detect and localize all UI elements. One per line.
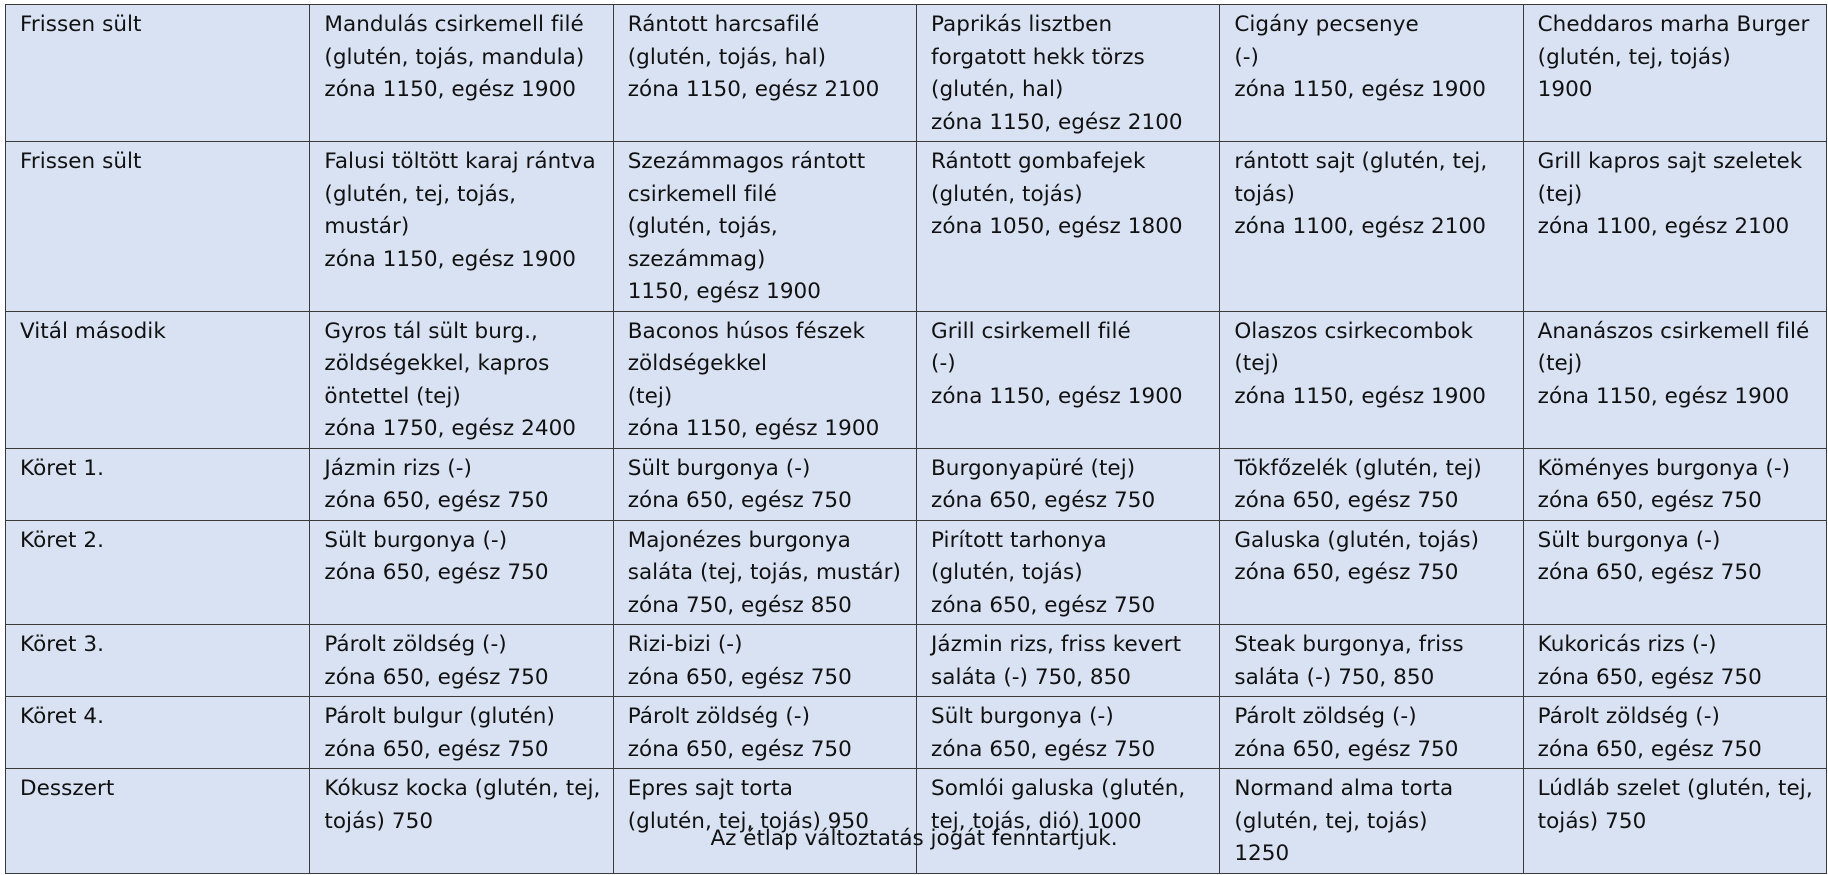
dish-text-line: forgatott hekk törzs	[931, 44, 1145, 70]
dish-text-line: Jázmin rizs (-)	[324, 455, 472, 481]
menu-dish-cell	[310, 769, 613, 874]
menu-dish-cell	[1220, 697, 1523, 769]
menu-dish-cell	[613, 769, 916, 874]
menu-dish-cell	[1523, 520, 1826, 625]
dish-text-line: tojás)	[1234, 181, 1295, 207]
dish-text-line: Sült burgonya (-)	[324, 527, 508, 553]
dish-text-line: Paprikás lisztben	[931, 12, 1113, 37]
dish-text-line: (tej)	[627, 383, 673, 409]
menu-row	[6, 142, 1827, 312]
dish-text-line: (-)	[1234, 44, 1259, 70]
dish-text-line: Grill kapros sajt szeletek	[1537, 149, 1803, 174]
dish-text-line: Grill csirkemell filé	[931, 318, 1131, 344]
dish-text-line: Kukoricás rizs (-)	[1537, 632, 1717, 657]
dish-text-line: Gyros tál sült burg.,	[324, 318, 538, 344]
menu-dish-cell	[1220, 769, 1523, 874]
dish-text-line: Párolt bulgur (glutén)	[324, 704, 555, 729]
menu-row	[6, 5, 1827, 142]
menu-dish-cell	[613, 697, 916, 769]
dish-text-line: Cheddaros marha Burger	[1537, 12, 1810, 37]
menu-dish-cell	[917, 142, 1220, 312]
menu-row	[6, 769, 1827, 874]
menu-category-cell	[6, 697, 310, 769]
menu-category-cell	[6, 142, 310, 312]
dish-text-line: (glutén, tojás, hal)	[627, 44, 827, 70]
menu-dish-cell	[310, 5, 613, 142]
menu-dish-cell	[917, 5, 1220, 142]
menu-dish-cell	[1220, 625, 1523, 697]
dish-text-line: Steak burgonya, friss	[1234, 632, 1464, 657]
dish-text-line: zóna 650, egész 750	[1234, 560, 1459, 585]
menu-dish-cell	[917, 311, 1220, 448]
dish-text-line: (tej)	[1234, 351, 1279, 376]
dish-text-line: Rántott harcsafilé	[627, 12, 820, 37]
dish-text-line: saláta (-) 750, 850	[931, 664, 1132, 690]
dish-text-line: zóna 1150, egész 1900	[1537, 383, 1790, 409]
menu-category-label: Desszert	[20, 776, 115, 801]
dish-text-line: zóna 650, egész 750	[1537, 664, 1762, 690]
dish-text-line: (glutén, hal)	[931, 77, 1064, 102]
menu-dish-cell	[310, 311, 613, 448]
dish-text-line: (glutén, tej, tojás) 950	[627, 808, 869, 834]
dish-text-line: zóna 1150, egész 1900	[324, 246, 577, 272]
weekly-menu-table	[5, 4, 1827, 874]
dish-text-line: zóna 650, egész 750	[324, 560, 549, 585]
dish-text-line: szezámmag)	[627, 246, 766, 272]
dish-text-line: Sült burgonya (-)	[1537, 527, 1721, 553]
menu-dish-cell	[613, 520, 916, 625]
dish-text-line: (glutén, tojás)	[931, 181, 1083, 207]
dish-text-line: Sült burgonya (-)	[931, 704, 1114, 729]
dish-text-line: Cigány pecsenye	[1234, 12, 1419, 37]
dish-text-line: Galuska (glutén, tojás)	[1234, 527, 1480, 553]
dish-text-line: (glutén, tej, tojás,	[324, 181, 517, 207]
dish-text-line: 1900	[1537, 77, 1593, 102]
dish-text-line: zóna 650, egész 750	[324, 488, 549, 513]
menu-row	[6, 520, 1827, 625]
dish-text-line: csirkemell filé	[627, 181, 777, 207]
menu-dish-cell	[310, 448, 613, 520]
menu-dish-cell	[613, 311, 916, 448]
menu-category-label: Frissen sült	[20, 149, 142, 174]
dish-text-line: (glutén, tej, tojás)	[1234, 808, 1428, 834]
menu-dish-cell	[917, 769, 1220, 874]
menu-dish-cell	[917, 697, 1220, 769]
menu-dish-cell	[917, 448, 1220, 520]
dish-text-line: tej, tojás, dió) 1000	[931, 808, 1142, 834]
dish-text-line: zóna 650, egész 750	[1234, 736, 1459, 762]
dish-text-line: 1150, egész 1900	[627, 279, 822, 304]
menu-category-cell	[6, 769, 310, 874]
menu-dish-cell	[1220, 448, 1523, 520]
dish-text-line: Párolt zöldség (-)	[1234, 704, 1417, 729]
dish-text-line: zóna 650, egész 750	[1537, 488, 1762, 513]
menu-category-label: Vitál második	[20, 318, 166, 344]
dish-text-line: zóna 650, egész 750	[1537, 736, 1762, 762]
dish-text-line: Párolt zöldség (-)	[1537, 704, 1720, 729]
menu-dish-cell	[917, 520, 1220, 625]
dish-text-line: zóna 1150, egész 1900	[627, 416, 880, 441]
dish-text-line: (tej)	[1537, 351, 1583, 376]
menu-dish-cell	[1523, 448, 1826, 520]
menu-category-cell	[6, 520, 310, 625]
dish-text-line: (-)	[931, 351, 956, 376]
menu-dish-cell	[310, 520, 613, 625]
dish-text-line: zóna 1750, egész 2400	[324, 416, 577, 441]
dish-text-line: tojás) 750	[324, 808, 434, 834]
dish-text-line: öntettel (tej)	[324, 383, 461, 409]
dish-text-line: Jázmin rizs, friss kevert	[931, 632, 1182, 657]
dish-text-line: zóna 1150, egész 1900	[1234, 77, 1486, 102]
dish-text-line: mustár)	[324, 214, 410, 239]
menu-category-label: Köret 1.	[20, 455, 104, 481]
dish-text-line: zóna 650, egész 750	[627, 664, 852, 690]
menu-table-body	[6, 5, 1827, 874]
dish-text-line: (glutén, tojás)	[931, 560, 1083, 585]
dish-text-line: zöldségekkel	[627, 351, 767, 376]
menu-dish-cell	[1523, 697, 1826, 769]
menu-dish-cell	[613, 448, 916, 520]
dish-text-line: Párolt zöldség (-)	[324, 632, 507, 657]
dish-text-line: zóna 650, egész 750	[1537, 560, 1762, 585]
dish-text-line: Tökfőzelék (glutén, tej)	[1234, 455, 1482, 481]
menu-category-label: Köret 3.	[20, 632, 104, 657]
dish-text-line: (glutén, tojás,	[627, 214, 778, 239]
menu-dish-cell	[613, 625, 916, 697]
dish-text-line: (tej)	[1537, 181, 1583, 207]
dish-text-line: zóna 650, egész 750	[931, 736, 1156, 762]
menu-dish-cell	[1523, 311, 1826, 448]
dish-text-line: (glutén, tej, tojás)	[1537, 44, 1731, 70]
dish-text-line: Majonézes burgonya	[627, 527, 851, 553]
dish-text-line: zóna 650, egész 750	[931, 488, 1156, 513]
dish-text-line: zóna 1150, egész 1900	[1234, 383, 1486, 409]
dish-text-line: zóna 650, egész 750	[627, 488, 852, 513]
dish-text-line: Olaszos csirkecombok	[1234, 318, 1473, 344]
dish-text-line: Rántott gombafejek	[931, 149, 1146, 174]
menu-category-label: Köret 4.	[20, 704, 104, 729]
dish-text-line: rántott sajt (glutén, tej,	[1234, 149, 1488, 174]
dish-text-line: tojás) 750	[1537, 808, 1647, 834]
dish-text-line: zóna 1150, egész 2100	[627, 77, 880, 102]
menu-category-cell	[6, 5, 310, 142]
dish-text-line: Párolt zöldség (-)	[627, 704, 811, 729]
menu-category-cell	[6, 448, 310, 520]
dish-text-line: Mandulás csirkemell filé	[324, 12, 584, 37]
dish-text-line: 1250	[1234, 841, 1290, 866]
dish-text-line: (glutén, tojás, mandula)	[324, 44, 585, 70]
menu-dish-cell	[1220, 311, 1523, 448]
menu-row	[6, 697, 1827, 769]
dish-text-line: Szezámmagos rántott	[627, 149, 866, 174]
menu-dish-cell	[1220, 520, 1523, 625]
dish-text-line: zóna 650, egész 750	[931, 592, 1156, 618]
menu-dish-cell	[1220, 5, 1523, 142]
dish-text-line: zóna 750, egész 850	[627, 592, 852, 618]
menu-dish-cell	[310, 697, 613, 769]
dish-text-line: Sült burgonya (-)	[627, 455, 811, 481]
menu-row	[6, 448, 1827, 520]
menu-dish-cell	[1523, 625, 1826, 697]
dish-text-line: Pirított tarhonya	[931, 527, 1107, 553]
dish-text-line: saláta (tej, tojás, mustár)	[627, 560, 901, 585]
menu-dish-cell	[1523, 769, 1826, 874]
menu-dish-cell	[1523, 142, 1826, 312]
dish-text-line: zóna 1050, egész 1800	[931, 214, 1183, 239]
dish-text-line: Epres sajt torta	[627, 776, 793, 801]
dish-text-line: Falusi töltött karaj rántva	[324, 149, 596, 174]
dish-text-line: Somlói galuska (glutén,	[931, 776, 1186, 801]
menu-row	[6, 311, 1827, 448]
menu-dish-cell	[917, 625, 1220, 697]
dish-text-line: zóna 1150, egész 1900	[324, 77, 577, 102]
footer-note: Az étlap változtatás jogát fenntartjuk.	[710, 826, 1118, 851]
dish-text-line: zóna 650, egész 750	[627, 736, 852, 762]
dish-text-line: zóna 1150, egész 2100	[931, 109, 1183, 135]
dish-text-line: zöldségekkel, kapros	[324, 351, 550, 376]
dish-text-line: zóna 1100, egész 2100	[1234, 214, 1486, 239]
menu-dish-cell	[1220, 142, 1523, 312]
dish-text-line: zóna 1150, egész 1900	[931, 383, 1183, 409]
dish-text-line: Rizi-bizi (-)	[627, 632, 743, 657]
menu-dish-cell	[1523, 5, 1826, 142]
menu-dish-cell	[310, 625, 613, 697]
menu-dish-cell	[310, 142, 613, 312]
menu-dish-cell	[613, 5, 916, 142]
dish-text-line: Baconos húsos fészek	[627, 318, 866, 344]
menu-dish-cell	[613, 142, 916, 312]
dish-text-line: Ananászos csirkemell filé	[1537, 318, 1810, 344]
dish-text-line: Kókusz kocka (glutén, tej,	[324, 776, 601, 801]
dish-text-line: Burgonyapüré (tej)	[931, 455, 1136, 481]
dish-text-line: zóna 650, egész 750	[1234, 488, 1459, 513]
dish-text-line: zóna 650, egész 750	[324, 664, 549, 690]
menu-row	[6, 625, 1827, 697]
dish-text-line: saláta (-) 750, 850	[1234, 664, 1435, 690]
dish-text-line: Normand alma torta	[1234, 776, 1454, 801]
menu-category-label: Frissen sült	[20, 12, 142, 37]
dish-text-line: Lúdláb szelet (glutén, tej,	[1537, 776, 1813, 801]
menu-category-label: Köret 2.	[20, 527, 104, 553]
dish-text-line: zóna 650, egész 750	[324, 736, 549, 762]
menu-category-cell	[6, 311, 310, 448]
dish-text-line: Köményes burgonya (-)	[1537, 455, 1791, 481]
dish-text-line: zóna 1100, egész 2100	[1537, 214, 1790, 239]
menu-category-cell	[6, 625, 310, 697]
